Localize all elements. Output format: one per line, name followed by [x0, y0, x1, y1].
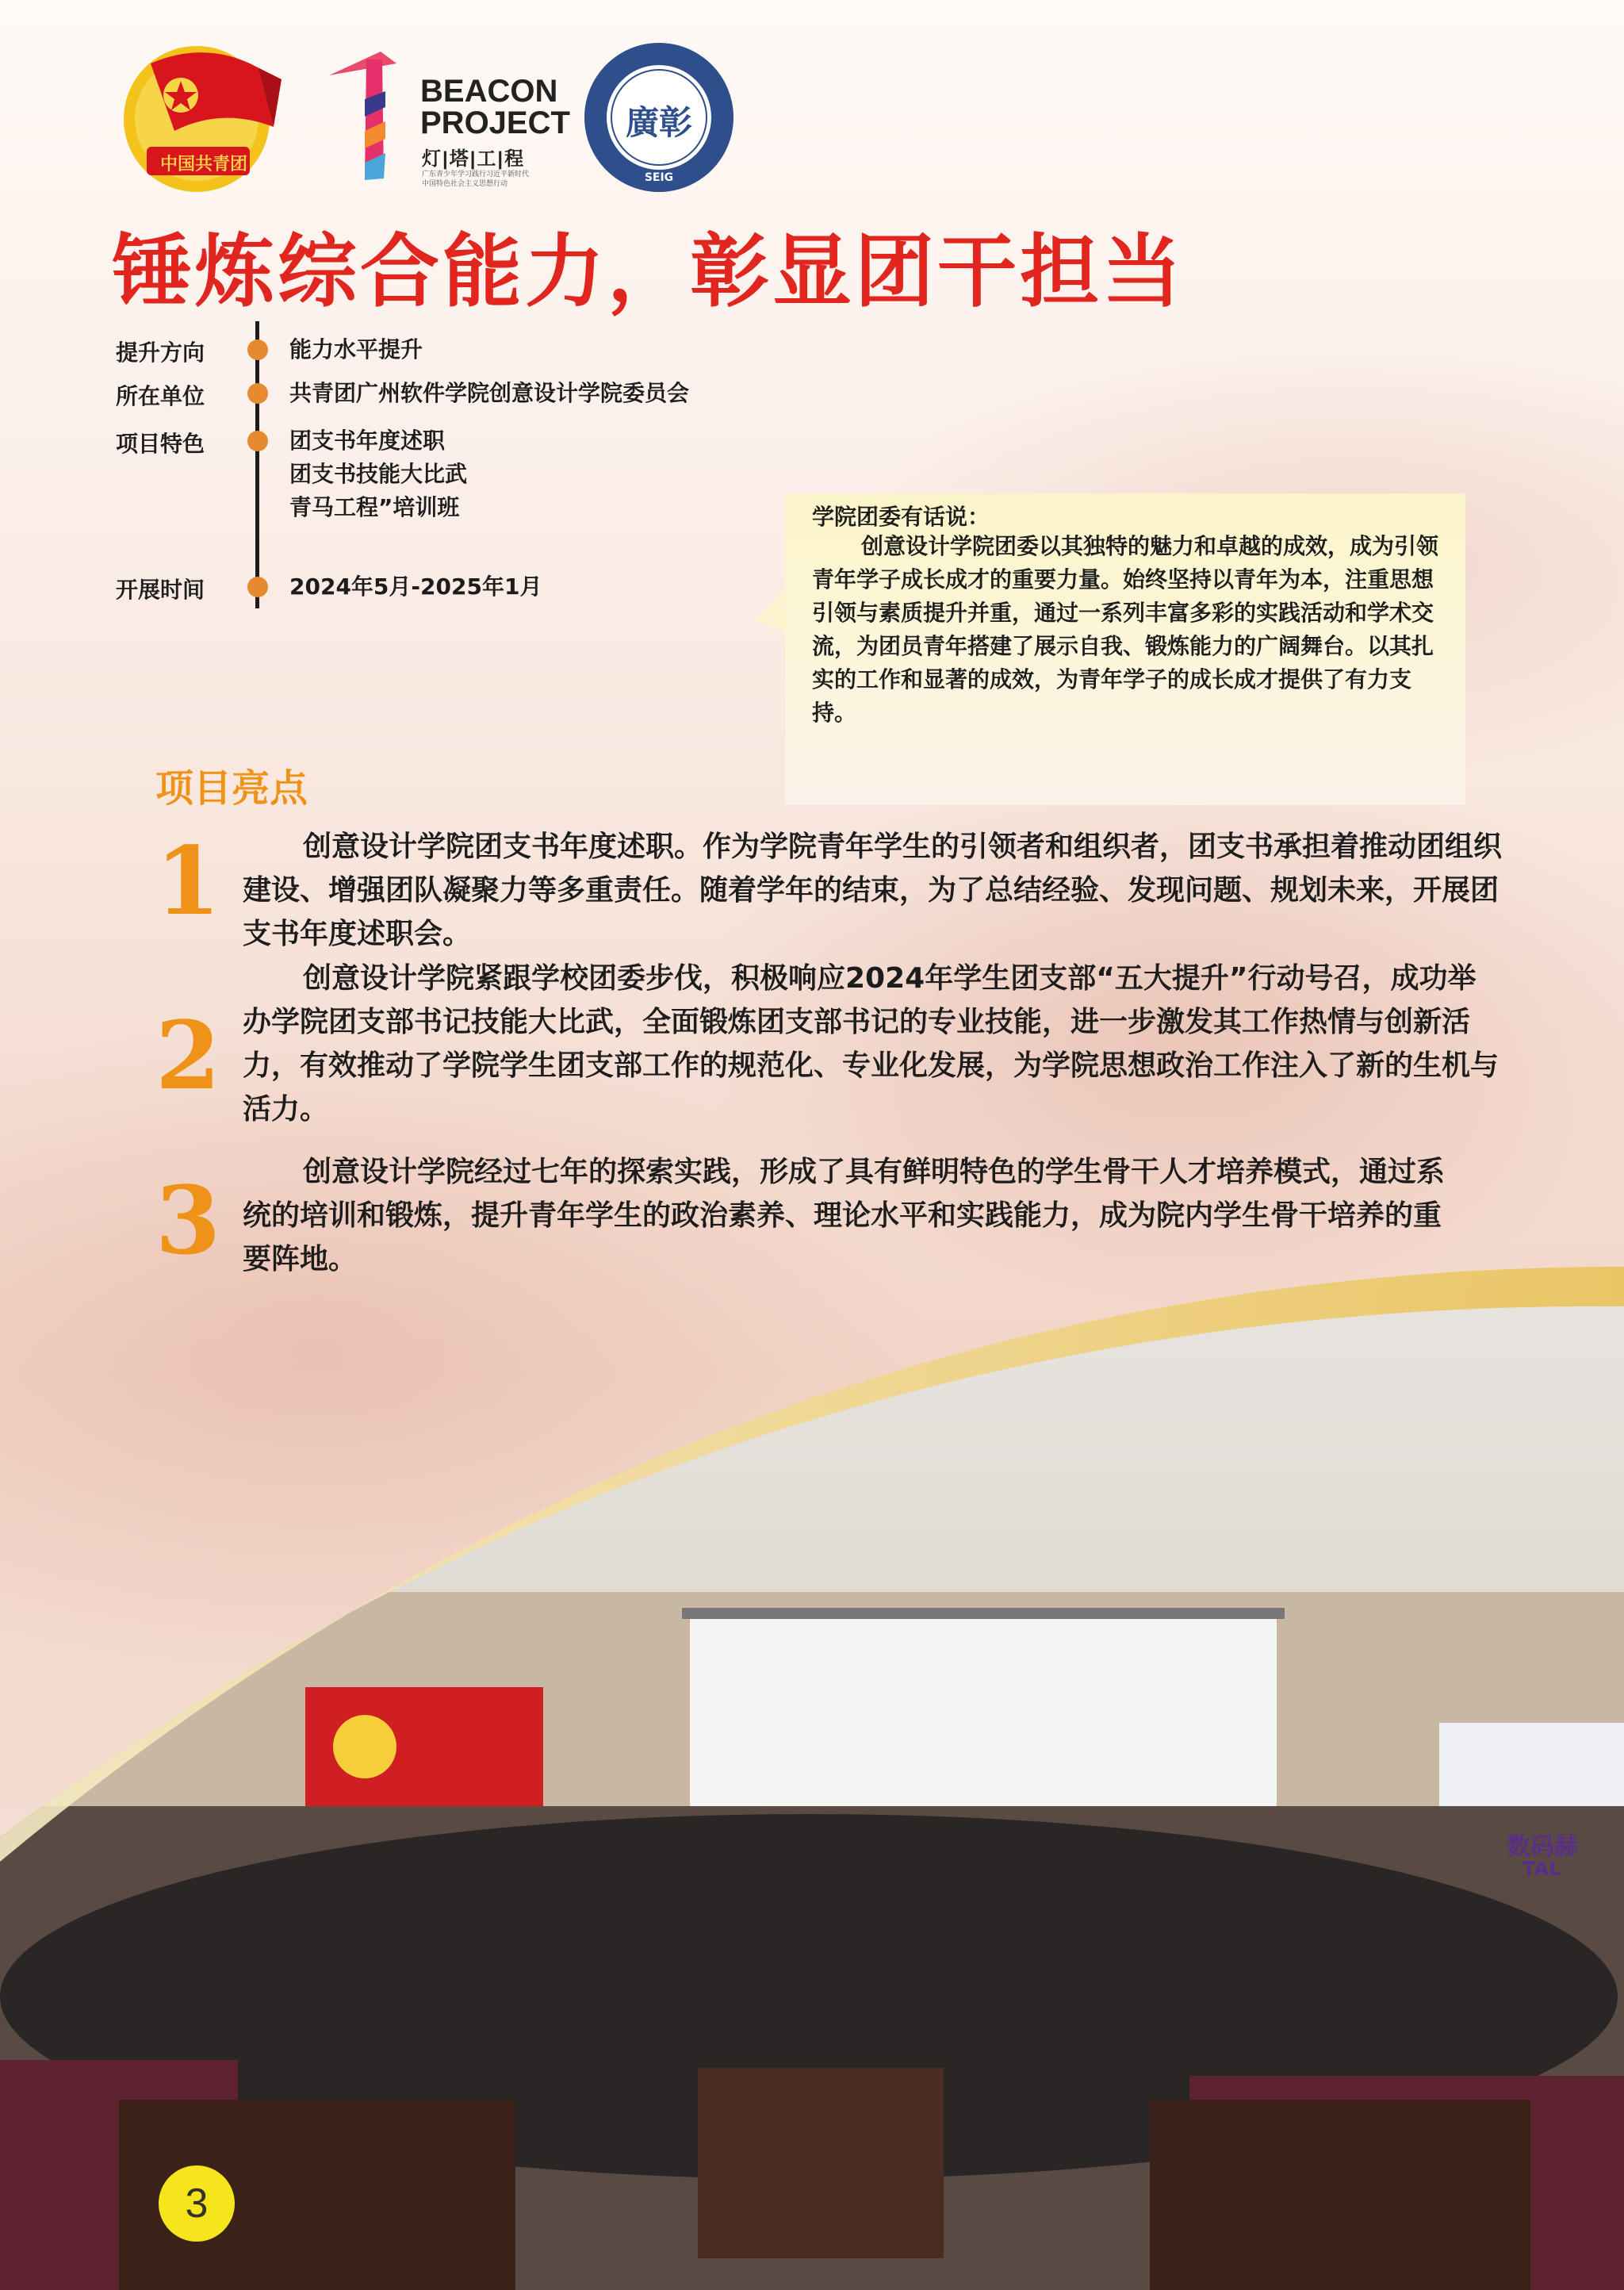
page-number-badge: [159, 2165, 235, 2242]
guangzhang-seal: [583, 41, 735, 194]
highlight-number-1: 1: [155, 826, 221, 936]
page-title: 锤炼综合能力，彰显团干担当: [113, 225, 1185, 318]
beacon-small-2: 中国特色社会主义思想行动: [422, 180, 508, 188]
photo-banner-text-2: TAL: [1522, 1858, 1561, 1880]
highlight-number-3: 3: [155, 1165, 221, 1275]
meta-value-unit: 共青团广州软件学院创意设计学院委员会: [289, 380, 690, 406]
emblem-text: 中国共青团: [160, 154, 248, 174]
youth-league-emblem: [119, 32, 285, 198]
meta-dot: [247, 577, 268, 597]
meta-dot: [247, 431, 268, 451]
meta-label-direction: 提升方向: [116, 339, 205, 366]
quote-pointer: [755, 589, 787, 636]
beacon-title-1: BEACON: [420, 74, 558, 109]
beacon-subtitle: 灯|塔|工|程: [422, 148, 526, 170]
seal-ring-text: SEIG: [644, 171, 674, 184]
highlight-text-2: 创意设计学院紧跟学校团委步伐，积极响应2024年学生团支部“五大提升”行动号召，成功举办学院团支部书记技能大比武，全面锻炼团支部书记的专业技能，进一步激发其工作热情与创新活力，有效推动了学院学生团支部工作的规范化、专业化发展，为学院思想政治工作注入了新的生机与活力。: [243, 962, 1500, 1126]
highlights-heading: 项目亮点: [155, 766, 308, 811]
meta-dot: [247, 383, 268, 404]
meta-dot: [247, 339, 268, 360]
beacon-small-1: 广东青少年学习践行习近平新时代: [422, 171, 530, 178]
quote-box: [785, 493, 1465, 805]
meta-value-feature-3: 青马工程”培训班: [289, 494, 460, 520]
meta-label-unit: 所在单位: [116, 383, 205, 409]
meta-divider: [255, 321, 259, 608]
highlight-number-2: 2: [155, 1000, 221, 1110]
meta-value-direction: 能力水平提升: [289, 336, 423, 362]
quote-heading: 学院团委有话说：: [812, 504, 990, 530]
beacon-title-2: PROJECT: [420, 105, 570, 140]
highlight-text-3: 创意设计学院经过七年的探索实践，形成了具有鲜明特色的学生骨干人才培养模式，通过系统的培训和锻炼，提升青年学生的政治素养、理论水平和实践能力，成为院内学生骨干培养的重要阵地。: [243, 1156, 1446, 1275]
meta-value-time: 2024年5月-2025年1月: [289, 573, 542, 600]
beacon-project-logo: [325, 44, 570, 188]
group-photo: [0, 1068, 1624, 2290]
meta-label-time: 开展时间: [116, 577, 205, 603]
photo-banner-text: 数码赫: [1507, 1833, 1578, 1861]
meta-value-feature-2: 团支书技能大比武: [289, 461, 468, 487]
seal-center-text: 廣彰: [625, 103, 692, 142]
highlight-text-1: 创意设计学院团支书年度述职。作为学院青年学生的引领者和组织者，团支书承担着推动团组织建设、增强团队凝聚力等多重责任。随着学年的结束，为了总结经验、发现问题、规划未来，开展团支书年度述职会。: [243, 830, 1503, 950]
quote-body: 创意设计学院团委以其独特的魅力和卓越的成效，成为引领青年学子成长成才的重要力量。始终坚持以青年为本，注重思想引领与素质提升并重，通过一系列丰富多彩的实践活动和学术交流，为团员青年搭建了展示自我、锻炼能力的广阔舞台。以其扎实的工作和显著的成效，为青年学子的成长成才提供了有力支持。: [812, 533, 1439, 726]
page-number: 3: [185, 2181, 209, 2227]
meta-label-features: 项目特色: [116, 431, 205, 457]
meta-value-feature-1: 团支书年度述职: [289, 428, 446, 454]
